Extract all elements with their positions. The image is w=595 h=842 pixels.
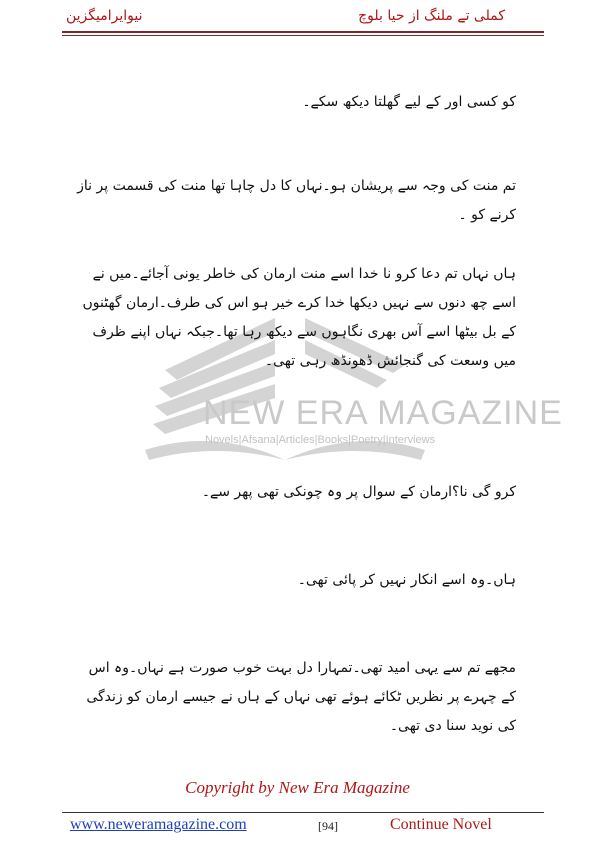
website-link[interactable]: www.neweramagazine.com	[70, 816, 247, 833]
paragraph-6: مجھے تم سے یہی امید تھی۔تمہارا دل بہت خوب صورت ہے نہاں۔وہ اس کے چہرے پر نظریں ٹکائے ہوئے تھی نہاں کے ہاں نے جیسے ارمان کو زندگی کی نوید سنا دی تھی۔	[86, 660, 516, 734]
paragraph-5: ہاں۔وہ اسے انکار نہیں کر پائی تھی۔	[297, 572, 516, 588]
paragraph-1: کو کسی اور کے لیے گھلتا دیکھ سکے۔	[302, 94, 516, 110]
paragraph-3: ہاں نہاں تم دعا کرو نا خدا اسے منت ارمان کی خاطر یونی آجائے۔میں نے اسے چھ دنوں سے نہیں دیکھا خدا کرے خیر ہو اس کی طرف۔ارمان گھٹنوں کے بل بیٹھا اسے آس بھری نگاہوں سے دیکھ رہا تھا۔جبکہ نہاں اپنے ظرف میں وسعت کی گنجائش ڈھونڈھ رہی تھی۔	[82, 266, 516, 369]
footer-divider	[62, 812, 544, 813]
header-divider	[62, 31, 544, 33]
novel-title-header: کملی تے ملنگ از حیا بلوچ	[358, 8, 505, 24]
header-divider-thin	[62, 35, 544, 36]
continue-novel-link[interactable]: Continue Novel	[390, 816, 492, 833]
watermark-title: NEW ERA MAGAZINE	[203, 394, 563, 432]
paragraph-4: کرو گی نا؟ارمان کے سوال پر وہ چونکی تھی پھر سے۔	[201, 484, 516, 500]
magazine-name-header: نیوایرامیگزین	[66, 8, 143, 24]
copyright-notice: Copyright by New Era Magazine	[185, 778, 410, 797]
watermark-subtitle: Novels|Afsana|Articles|Books|Poetry|Interviews	[205, 434, 436, 446]
paragraph-2: تم منت کی وجہ سے پریشان ہو۔نہاں کا دل چاہا تھا منت کی قسمت پر ناز کرنے کو ۔	[77, 178, 516, 223]
page-number: [94]	[318, 819, 338, 833]
